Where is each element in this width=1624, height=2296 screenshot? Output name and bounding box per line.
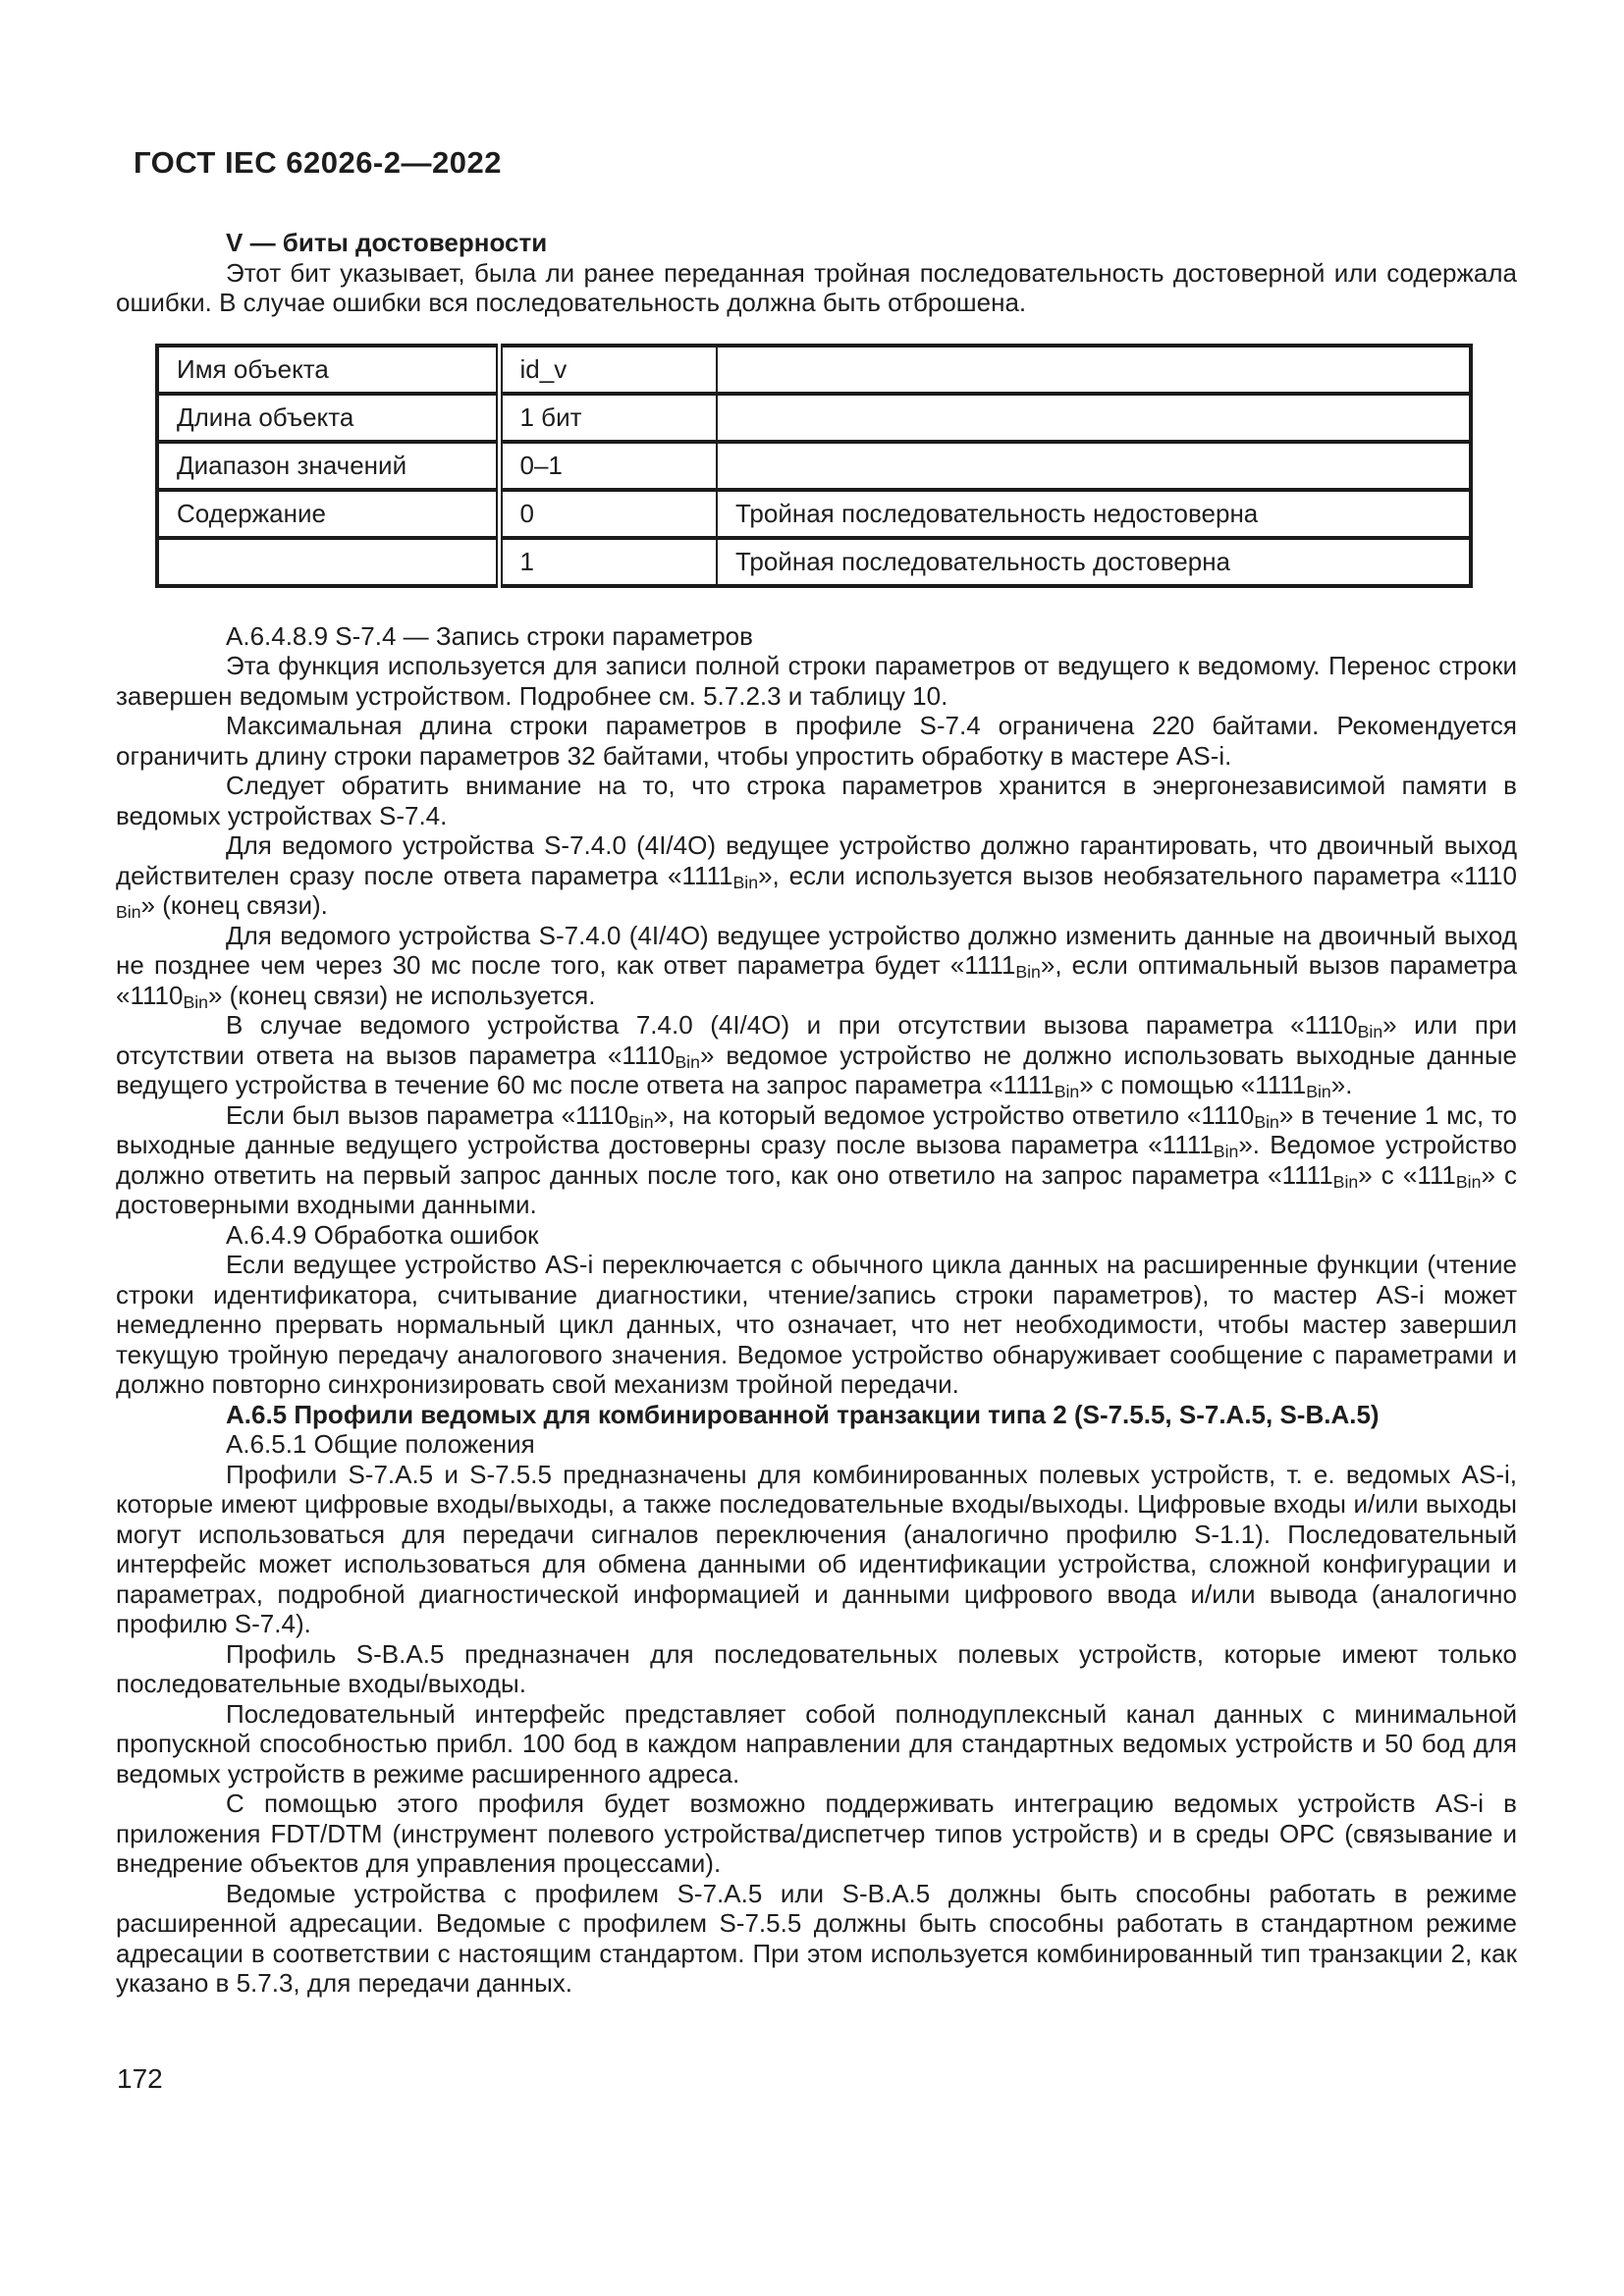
table-row xyxy=(157,490,1471,538)
paragraph: С помощью этого профиля будет возможно поддерживать интеграцию ведомых устройств AS-i в приложения FDT/DTM (инструмент полевого устройства/диспетчер типов устройств) и в среды OPC (связывание и внедрение объектов для управления процессами). xyxy=(116,1789,1517,1878)
section-heading: А.6.5 Профили ведомых для комбинированной транзакции типа 2 (S-7.5.5, S-7.A.5, S-B.A.5) xyxy=(226,1399,1380,1429)
table-cell-value: 0–1 xyxy=(499,442,717,490)
paragraph: В случае ведомого устройства 7.4.0 (4I/4O) и при отсутствии вызова параметра «$1110_{Bin}$» или при отсутствии ответа на вызов параметра «$1110_{Bin}$» ведомое устройство не должно использовать выходные данные ведущего устройства в течение 60 мс после ответа на запрос параметра «$1111_{Bin}$» с помощью «$1111_{Bin}$». xyxy=(116,1010,1517,1102)
section-v-paragraph: Этот бит указывает, была ли ранее переданная тройная последовательность достоверной или содержала ошибки. В случае ошибки вся последовательность должна быть отброшена. xyxy=(116,257,1517,317)
paragraph: Максимальная длина строки параметров в профиле S-7.4 ограничена 220 байтами. Рекомендуется ограничить длину строки параметров 32 байтами, чтобы упростить обработку в мастере AS-i. xyxy=(116,711,1517,771)
subsection-heading: А.6.4.8.9 S-7.4 — Запись строки параметров xyxy=(226,620,753,651)
table-cell-label xyxy=(157,538,499,586)
table-cell-description xyxy=(717,394,1471,442)
table-cell-value: 1 xyxy=(499,538,717,586)
table-cell-label: Диапазон значений xyxy=(157,442,499,490)
table-cell-description: Тройная последовательность недостоверна xyxy=(717,490,1471,538)
paragraph: Эта функция используется для записи полной строки параметров от ведущего к ведомому. Перенос строки завершен ведомым устройством. Подробнее см. 5.7.2.3 и таблицу 10. xyxy=(116,651,1517,711)
table-row xyxy=(157,442,1471,490)
paragraph: Для ведомого устройства S-7.4.0 (4I/4O) ведущее устройство должно гарантировать, что двоичный выход действителен сразу после ответа параметра «$1111_{Bin}$», если используется вызов необязательного параметра «1110 $_{Bin}$» (конец связи). xyxy=(116,830,1518,923)
object-definition-table xyxy=(155,344,1473,588)
body-text xyxy=(116,621,1517,1999)
table-cell-value: 0 xyxy=(499,490,717,538)
paragraph: Профиль S-B.A.5 предназначен для последовательных полевых устройств, которые имеют только последовательные входы/выходы. xyxy=(116,1638,1517,1698)
paragraph: Для ведомого устройства S-7.4.0 (4I/4O) ведущее устройство должно изменить данные на двоичный выход не позднее чем через 30 мс после того, как ответ параметра будет «$1111_{Bin}$», если оптимальный вызов параметра «$1110_{Bin}$» (конец связи) не используется. xyxy=(116,920,1517,1012)
paragraph: Если ведущее устройство AS-i переключается с обычного цикла данных на расширенные функции (чтение строки идентификатора, считывание диагностики, чтение/запись строки параметров), то мастер AS-i может немедленно прервать нормальный цикл данных, что означает, что нет необходимости, чтобы мастер завершил текущую тройную передачу аналогового значения. Ведомое устройство обнаруживает сообщение с параметрами и должно повторно синхронизировать свой механизм тройной передачи. xyxy=(116,1250,1517,1399)
table-cell-description xyxy=(717,346,1471,394)
table-row xyxy=(157,346,1471,394)
paragraph: Следует обратить внимание на то, что строка параметров хранится в энергонезависимой памяти в ведомых устройствах S-7.4. xyxy=(116,771,1517,830)
paragraph: Ведомые устройства с профилем S-7.A.5 или S-B.A.5 должны быть способны работать в режиме расширенной адресации. Ведомые с профилем S-7.5.5 должны быть способны работать в стандартном режиме адресации в соответствии с настоящим стандартом. При этом используется комбинированный тип транзакции 2, как указано в 5.7.3, для передачи данных. xyxy=(116,1878,1517,1998)
table-cell-description: Тройная последовательность достоверна xyxy=(717,538,1471,586)
table-cell-description xyxy=(717,442,1471,490)
page-number: 172 xyxy=(117,2063,163,2094)
section-v-heading: V — биты достоверности xyxy=(226,228,548,257)
table-cell-value: id_v xyxy=(499,346,717,394)
paragraph: Профили S-7.A.5 и S-7.5.5 предназначены для комбинированных полевых устройств, т. е. ведомых AS-i, которые имеют цифровые входы/выходы, а также последовательные входы/выходы. Цифровые входы и/или выходы могут использоваться для передачи сигналов переключения (аналогично профилю S-1.1). Последовательный интерфейс может использоваться для обмена данными об идентификации устройства, сложной конфигурации и параметрах, подробной диагностической информацией и данными цифрового ввода и/или вывода (аналогично профилю S-7.4). xyxy=(116,1459,1517,1638)
subsection-heading: А.6.4.9 Обработка ошибок xyxy=(226,1219,539,1250)
subsection-heading: А.6.5.1 Общие положения xyxy=(226,1429,535,1459)
table-cell-label: Длина объекта xyxy=(157,394,499,442)
paragraph: Последовательный интерфейс представляет собой полнодуплексный канал данных с минимальной пропускной способностью прибл. 100 бод в каждом направлении для стандартных ведомых устройств и 50 бод для ведомых устройств в режиме расширенного адреса. xyxy=(116,1698,1517,1789)
table-row xyxy=(157,394,1471,442)
page-content xyxy=(116,228,1517,1999)
table-cell-label: Содержание xyxy=(157,490,499,538)
document-header: ГОСТ IEC 62026-2—2022 xyxy=(134,145,502,180)
table-row xyxy=(157,538,1471,586)
table-cell-value: 1 бит xyxy=(499,394,717,442)
table-cell-label: Имя объекта xyxy=(157,346,499,394)
paragraph: Если был вызов параметра «$1110_{Bin}$», на который ведомое устройство ответило «$1110_{Bin}$» в течение 1 мс, то выходные данные ведущего устройства достоверны сразу после вызова параметра «$1111_{Bin}$». Ведомое устройство должно ответить на первый запрос данных после того, как оно ответило на запрос параметра «$1111_{Bin}$» с «$111_{Bin}$» с достоверными входными данными. xyxy=(116,1099,1518,1219)
